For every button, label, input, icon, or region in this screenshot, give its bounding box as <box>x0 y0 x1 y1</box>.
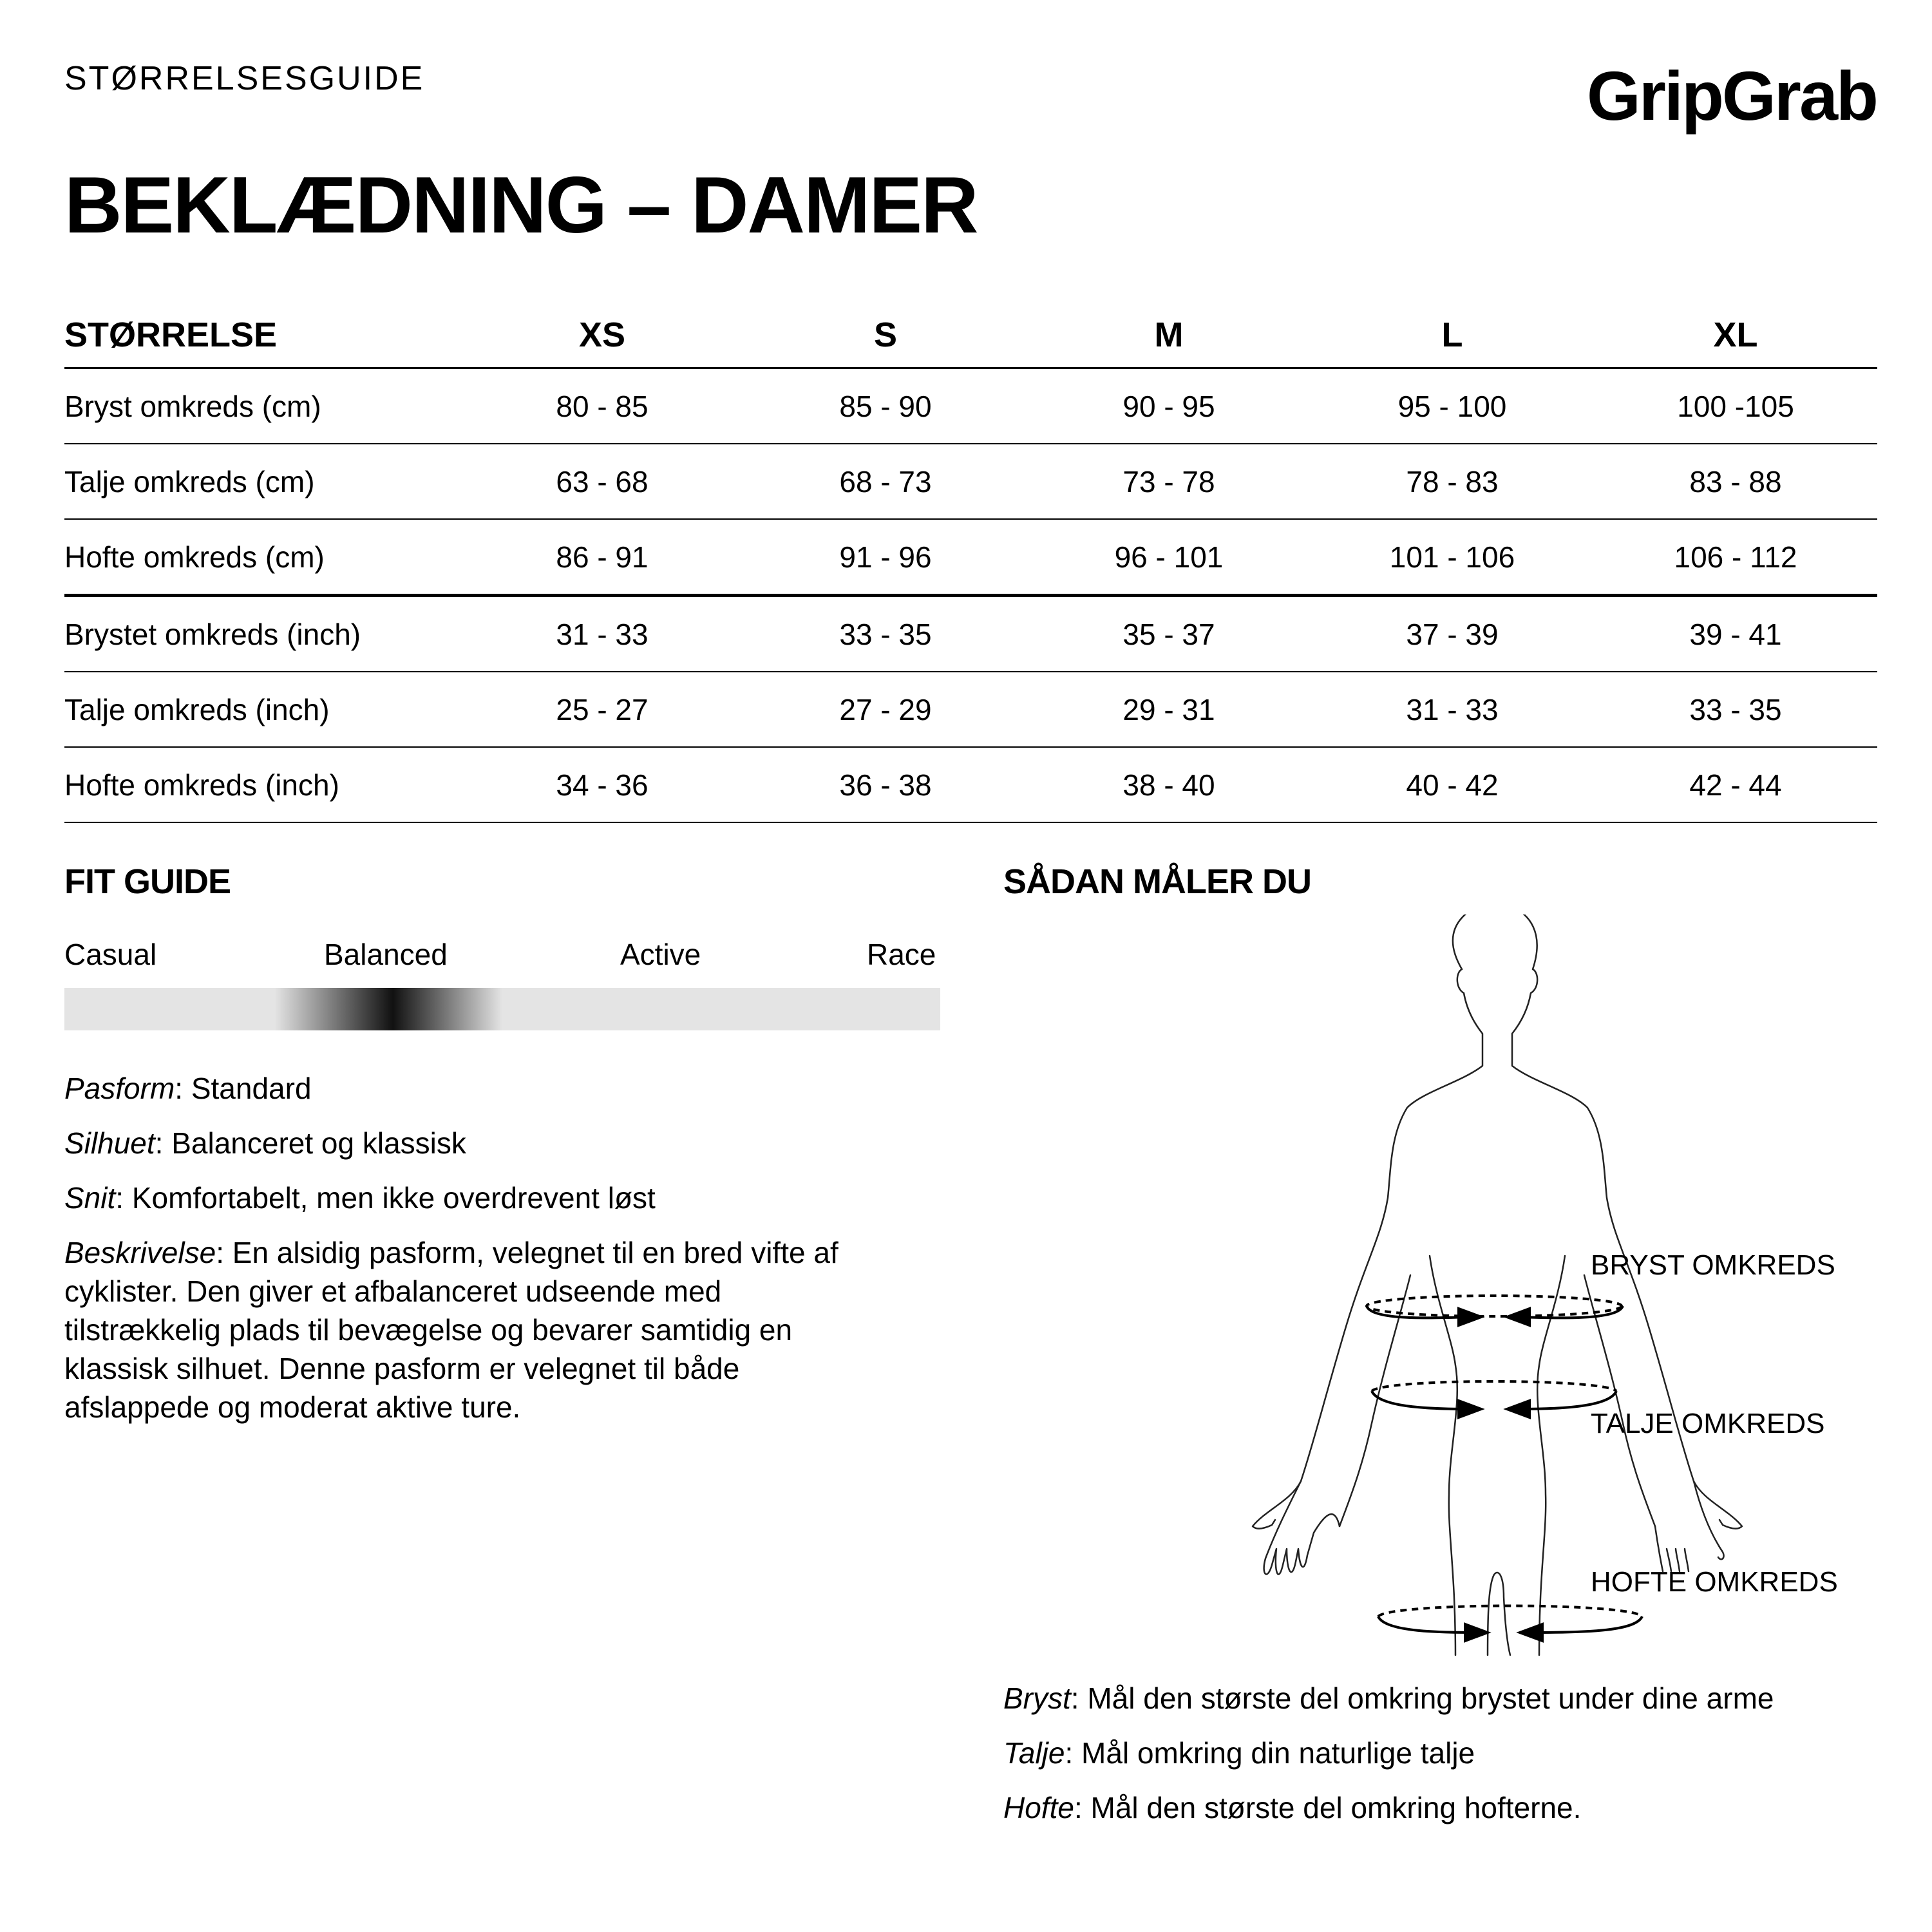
table-cell: 100 -105 <box>1677 389 1794 423</box>
table-row <box>64 672 1877 748</box>
table-cell: 33 - 35 <box>839 617 932 651</box>
fit-detail-term: Silhuet <box>64 1126 155 1160</box>
table-header-row <box>64 303 1877 369</box>
measure-instruction-waist <box>1003 1736 1475 1770</box>
fit-scale-race: Race <box>867 938 936 971</box>
table-row <box>64 520 1877 597</box>
table-cell: 106 - 112 <box>1674 540 1797 574</box>
body-outline <box>1253 914 1742 1655</box>
chest-measure-loop <box>1367 1296 1623 1325</box>
fit-scale-active: Active <box>620 938 701 971</box>
waist-measure-label: TALJE OMKREDS <box>1591 1408 1825 1439</box>
table-cell: 96 - 101 <box>1114 540 1224 574</box>
page-title: BEKLÆDNING – DAMER <box>64 161 978 250</box>
measure-instruction-term: Hofte <box>1003 1791 1074 1824</box>
table-cell: 27 - 29 <box>839 692 932 726</box>
table-row-label: Hofte omkreds (cm) <box>64 540 325 574</box>
fit-detail-pasform <box>64 1069 863 1108</box>
fit-detail-beskrivelse <box>64 1233 863 1426</box>
table-cell: 39 - 41 <box>1689 617 1782 651</box>
table-header-cell: S <box>873 316 898 354</box>
measure-instruction-hip <box>1003 1790 1581 1825</box>
measure-title: SÅDAN MÅLER DU <box>1003 862 1311 901</box>
table-header-cell: XL <box>1713 316 1758 354</box>
table-cell: 80 - 85 <box>556 389 649 423</box>
table-cell: 91 - 96 <box>839 540 932 574</box>
measure-instruction-term: Talje <box>1003 1736 1065 1770</box>
table-row <box>64 597 1877 672</box>
fit-detail-text: : Balanceret og klassisk <box>155 1126 466 1160</box>
table-cell: 37 - 39 <box>1406 617 1499 651</box>
table-cell: 33 - 35 <box>1689 692 1782 726</box>
table-cell: 42 - 44 <box>1689 768 1782 802</box>
table-cell: 40 - 42 <box>1406 768 1499 802</box>
size-table <box>64 303 1877 823</box>
hip-measure-label: HOFTE OMKREDS <box>1591 1566 1838 1598</box>
table-row-label: Talje omkreds (inch) <box>64 692 330 726</box>
fit-detail-silhuet <box>64 1124 863 1162</box>
table-row-label: Talje omkreds (cm) <box>64 464 315 498</box>
waist-measure-loop <box>1372 1381 1616 1417</box>
fit-guide-title: FIT GUIDE <box>64 862 231 901</box>
table-row-label: Hofte omkreds (inch) <box>64 768 339 802</box>
table-cell: 31 - 33 <box>556 617 649 651</box>
measure-instruction-term: Bryst <box>1003 1681 1071 1715</box>
table-row <box>64 369 1877 444</box>
fit-detail-text: : Standard <box>175 1072 312 1105</box>
table-cell: 78 - 83 <box>1406 464 1499 498</box>
fit-detail-term: Snit <box>64 1181 116 1215</box>
table-cell: 86 - 91 <box>556 540 649 574</box>
table-cell: 63 - 68 <box>556 464 649 498</box>
table-header-cell: XS <box>578 316 626 354</box>
table-cell: 36 - 38 <box>839 768 932 802</box>
table-row <box>64 444 1877 520</box>
measure-instruction-text: : Mål omkring din naturlige talje <box>1065 1736 1475 1770</box>
table-cell: 35 - 37 <box>1122 617 1215 651</box>
fit-scale-bar <box>64 988 940 1030</box>
table-cell: 38 - 40 <box>1122 768 1215 802</box>
table-cell: 73 - 78 <box>1122 464 1215 498</box>
fit-detail-snit <box>64 1179 863 1217</box>
chest-measure-label: BRYST OMKREDS <box>1591 1249 1835 1281</box>
table-cell: 34 - 36 <box>556 768 649 802</box>
guide-label: STØRRELSESGUIDE <box>64 60 425 97</box>
measure-instruction-text: : Mål den største del omkring brystet under dine arme <box>1070 1681 1774 1715</box>
table-row-label: Bryst omkreds (cm) <box>64 389 321 423</box>
fit-detail-term: Beskrivelse <box>64 1236 216 1269</box>
table-cell: 83 - 88 <box>1689 464 1782 498</box>
table-cell: 90 - 95 <box>1122 389 1215 423</box>
table-cell: 29 - 31 <box>1122 692 1215 726</box>
table-cell: 85 - 90 <box>839 389 932 423</box>
table-row-label: Brystet omkreds (inch) <box>64 617 361 651</box>
table-cell: 95 - 100 <box>1397 389 1507 423</box>
table-cell: 31 - 33 <box>1406 692 1499 726</box>
body-silhouette-diagram <box>1095 914 1932 1662</box>
fit-detail-text: : En alsidig pasform, velegnet til en bred vifte af cyklister. Den giver et afbalanceret udseende med tilstrækkelig plads til bevægelse og bevarer samtidig en klassisk silhuet. Denne pasform er velegnet til både afslappede og moderat aktive ture. <box>64 1236 838 1424</box>
fit-scale-balanced: Balanced <box>324 938 448 971</box>
hip-measure-loop <box>1378 1606 1642 1642</box>
table-header-cell: STØRRELSE <box>64 316 278 354</box>
measure-instruction-chest <box>1003 1681 1774 1716</box>
fit-scale-casual: Casual <box>64 938 157 971</box>
fit-detail-text: : Komfortabelt, men ikke overdrevent løst <box>115 1181 656 1215</box>
table-cell: 68 - 73 <box>839 464 932 498</box>
table-cell: 101 - 106 <box>1389 540 1515 574</box>
table-header-cell: M <box>1154 316 1184 354</box>
table-header-cell: L <box>1441 316 1463 354</box>
table-cell: 25 - 27 <box>556 692 649 726</box>
measure-instruction-text: : Mål den største del omkring hofterne. <box>1074 1791 1582 1824</box>
table-row <box>64 748 1877 823</box>
fit-detail-term: Pasform <box>64 1072 175 1105</box>
brand-logo: GripGrab <box>1586 57 1877 135</box>
